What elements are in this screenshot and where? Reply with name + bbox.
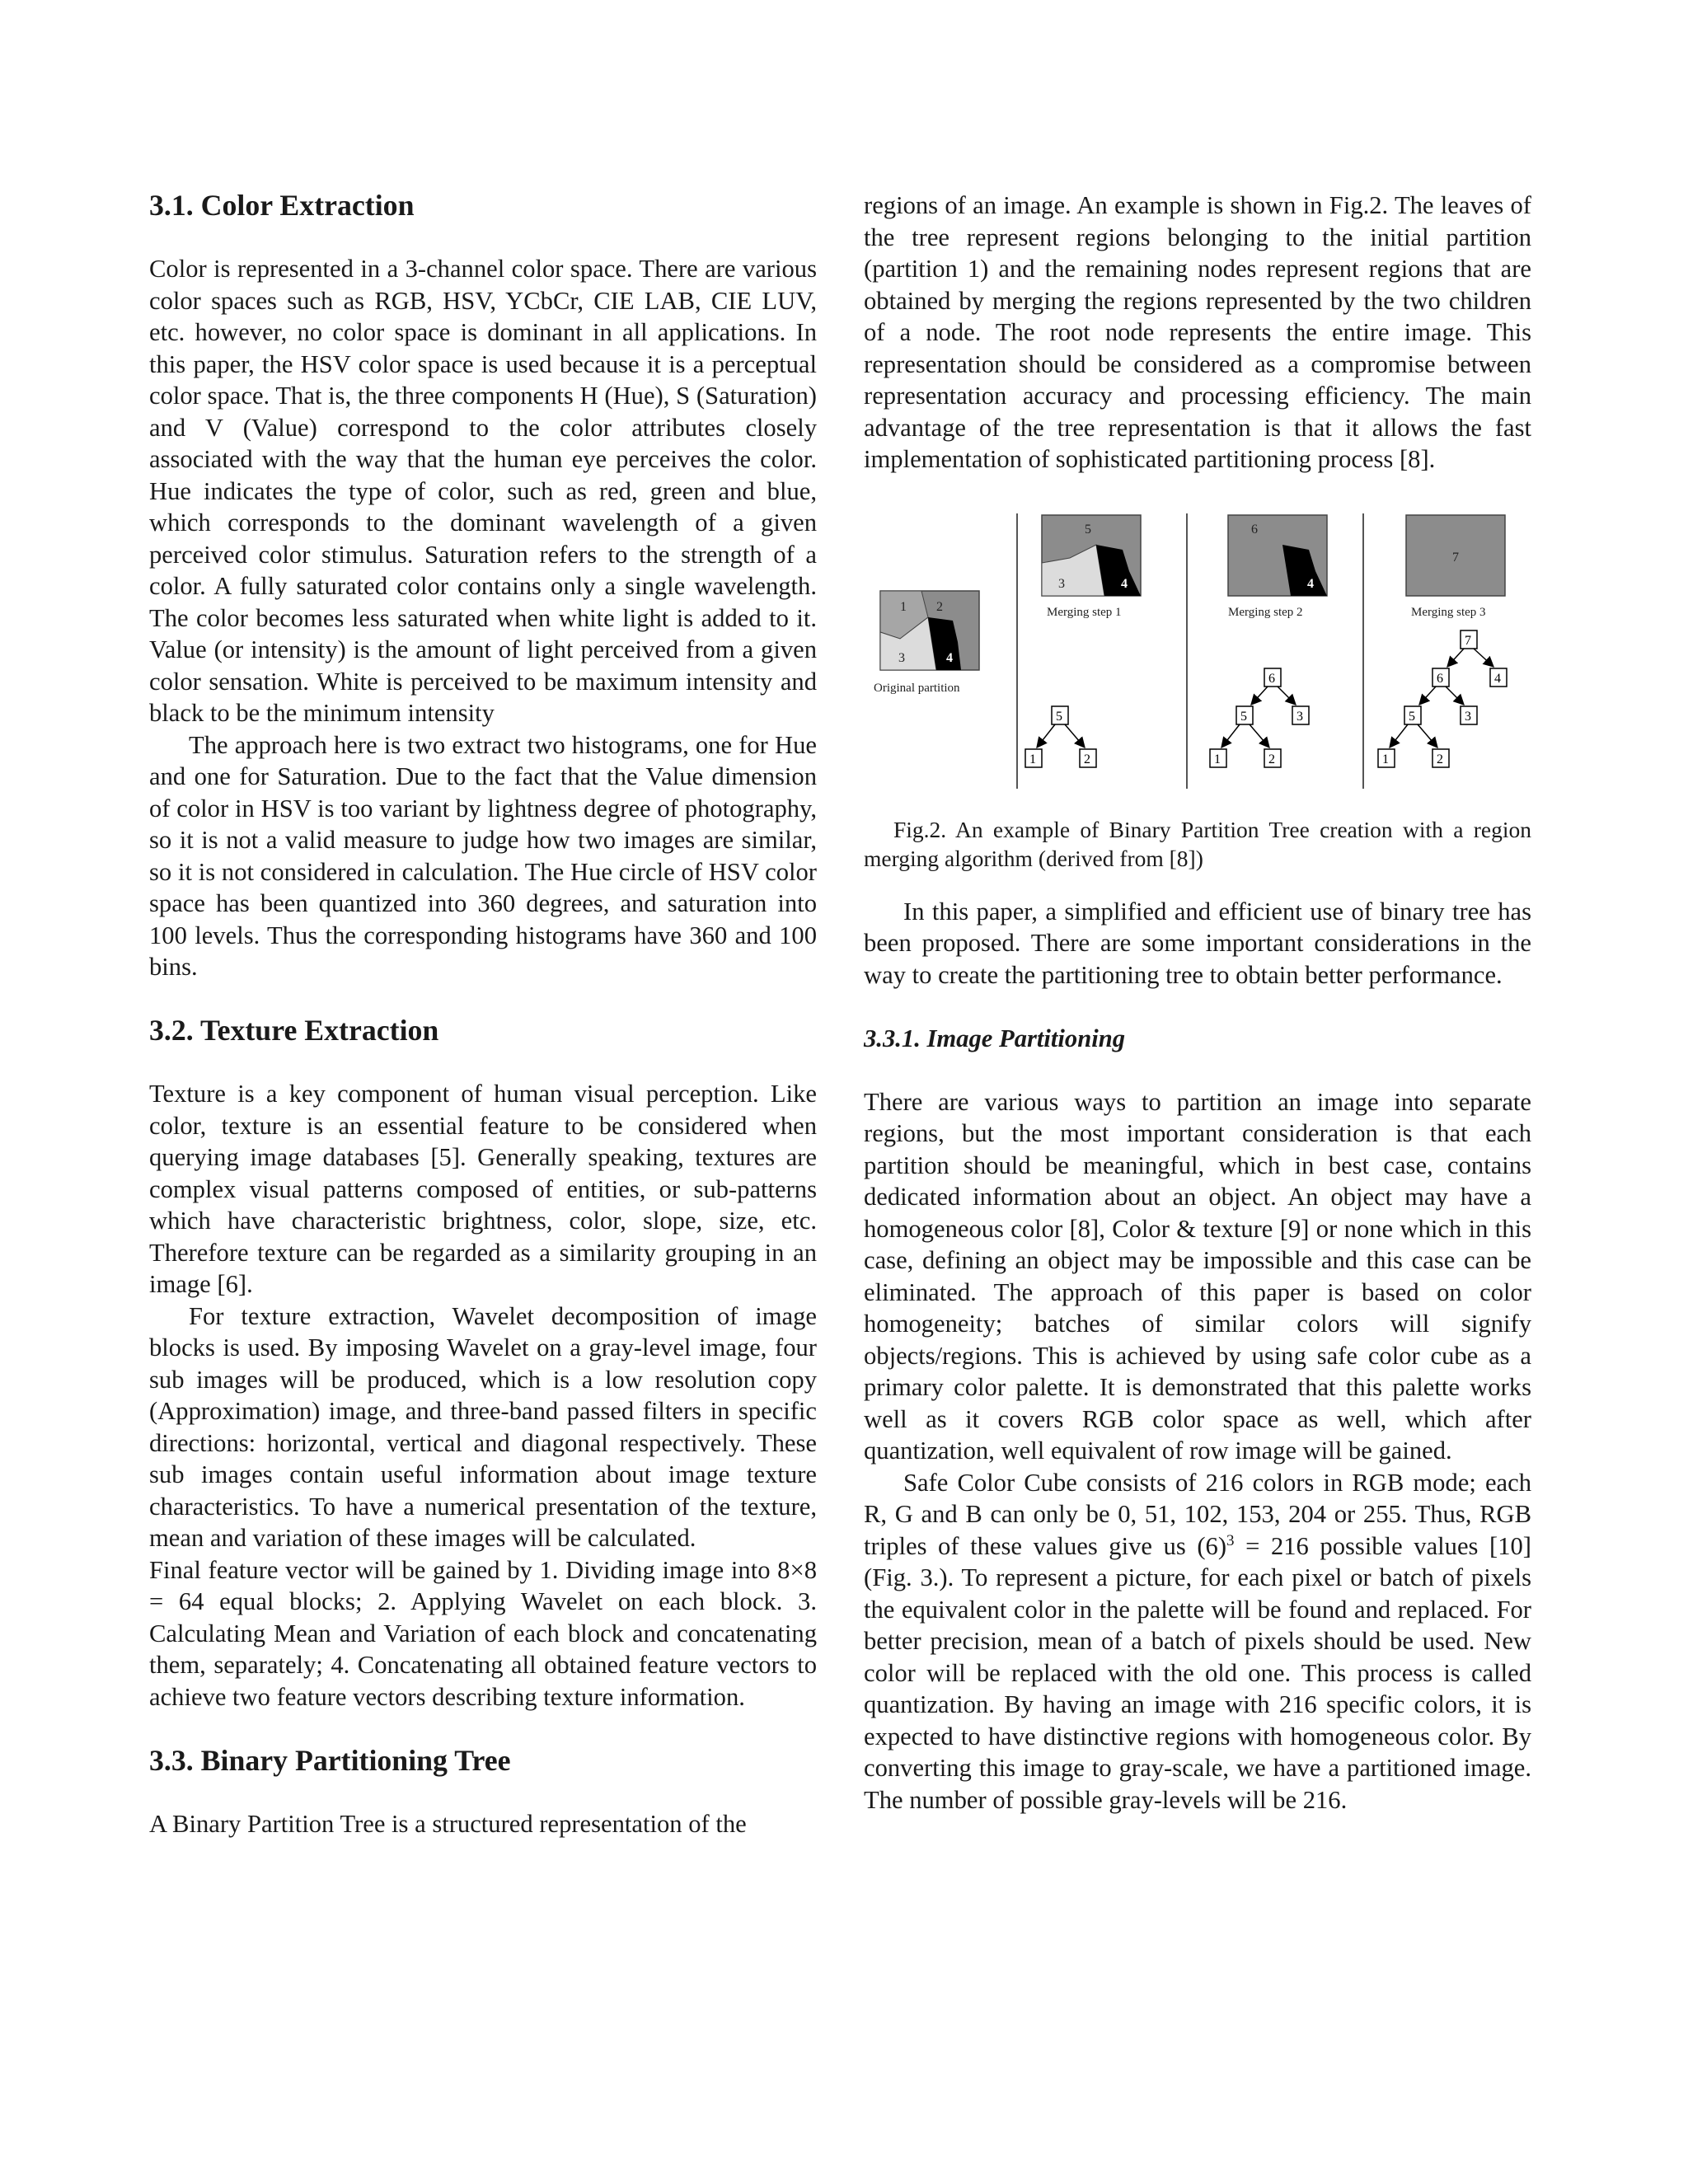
tree-node: 3 xyxy=(1296,709,1303,724)
original-partition-image xyxy=(880,591,979,670)
merging-step-1-image xyxy=(1042,515,1141,596)
color-paragraph-1: Color is represented in a 3-channel color space. There are various color spaces such as RGB, HSV, YCbCr, CIE LAB, CIE LUV, etc. however, no color space is dominant in all applications. In this paper, the HSV color space is used because it is a perceptual color space. That is, the three components H (Hue), S (Saturation) and V (Value) correspond to the color attributes closely associated with the way that the human eye perceives the color. Hue indicates the type of color, such as red, green and blue, which corresponds to the dominant wavelength of a given perceived color stimulus. Saturation refers to the strength of a color. A fully saturated color contains only a single wavelength. The color becomes less saturated when white light is added to it. Value (or intensity) is the amount of light perceived from a given color sensation. White is perceived to be maximum intensity and black to be the minimum intensity xyxy=(149,255,817,727)
tree-node: 1 xyxy=(1029,752,1036,766)
right-column xyxy=(864,190,1531,1816)
tree-node: 3 xyxy=(1465,709,1471,724)
panel-label-step-1: Merging step 1 xyxy=(1047,605,1122,619)
section-heading-texture-extraction: 3.2. Texture Extraction xyxy=(149,1014,439,1047)
texture-paragraph-3: Final feature vector will be gained by 1. Dividing image into 8×8 = 64 equal blocks; 2. Applying Wavelet on each block. 3. Calculating Mean and Variation of each block and concatenating them, separately; 4. Concatenating all obtained feature vectors to achieve two feature vectors describing texture information. xyxy=(149,1555,817,1711)
region-label: 3 xyxy=(898,650,905,665)
panel-label-step-2: Merging step 2 xyxy=(1228,605,1303,619)
left-column xyxy=(149,190,817,1840)
tree-node: 7 xyxy=(1465,633,1471,648)
merging-step-2-image xyxy=(1228,515,1327,596)
color-paragraph-2: The approach here is two extract two histograms, one for Hue and one for Saturation. Due to the fact that the Value dimension of color in HSV is too variant by lightness degree of photography, so it is not a valid measure to judge how two images are similar, so it is not considered in calculation. The Hue circle of HSV color space has been quantized into 360 degrees, and saturation into 100 levels. Thus the corresponding histograms have 360 and 100 bins. xyxy=(149,730,817,981)
texture-paragraph-2: For texture extraction, Wavelet decomposition of image blocks is used. By imposing Wavelet on a gray-level image, four sub images will be produced, which is a low resolution copy (Approximation) image, and three-band passed filters in specific directions: horizontal, vertical and diagonal respectively. These sub images contain useful information about image texture characteristics. To have a numerical presentation of the texture, mean and variation of these images will be calculated. xyxy=(149,1301,817,1552)
tree-node: 2 xyxy=(1437,752,1443,766)
region-label: 3 xyxy=(1058,576,1065,591)
region-label: 5 xyxy=(1085,522,1091,537)
bpt-paragraph-1-start: A Binary Partition Tree is a structured representation of the xyxy=(149,1809,747,1838)
region-label: 1 xyxy=(900,599,907,614)
exponent: 3 xyxy=(1226,1531,1235,1549)
panel-label-original: Original partition xyxy=(874,681,960,695)
bpt-paragraph-1-continued: regions of an image. An example is shown in Fig.2. The leaves of the tree represent regions belonging to the initial partition (partition 1) and the remaining nodes represent regions that are obtained by merging the regions represented by the two children of a node. The root node represents the entire image. This representation should be considered as a compromise between representation accuracy and processing efficiency. The main advantage of the tree representation is that it allows the fast implementation of sophisticated partitioning process [8]. xyxy=(864,191,1531,473)
tree-node: 5 xyxy=(1056,709,1062,724)
tree-node: 2 xyxy=(1268,752,1275,766)
tree-node: 4 xyxy=(1494,671,1501,686)
bpt-diagram xyxy=(864,509,1531,797)
region-label: 2 xyxy=(936,599,943,614)
region-label: 4 xyxy=(1307,576,1314,591)
figure-caption: Fig.2. An example of Binary Partition Tree creation with a region merging algorithm (derived from [8]) xyxy=(864,816,1531,871)
partitioning-text-a: Safe Color Cube consists of 216 colors in RGB mode; each R, G and B can only be 0, 51, 102, 153, 204 or 255. Thus, RGB triples of these values give us (6) xyxy=(864,1468,1531,1560)
texture-paragraph-1: Texture is a key component of human visual perception. Like color, texture is an essential feature to be considered when querying image databases [5]. Generally speaking, textures are complex visual patterns composed of entities, or sub-patterns which have characteristic brightness, color, slope, size, etc. Therefore texture can be regarded as a similarity grouping in an image [6]. xyxy=(149,1080,817,1298)
partitioning-text-b: = 216 possible values [10] (Fig. 3.). To represent a picture, for each pixel or batch of pixels the equivalent color in the palette will be found and replaced. For better precision, mean of a batch of pixels should be used. New color will be replaced with the old one. This process is called quantization. By having an image with 216 specific colors, it is expected to have distinctive regions with homogeneous color. By converting this image to gray-scale, we have a partitioned image. The number of possible gray-levels will be 216. xyxy=(864,1531,1531,1814)
section-heading-binary-partitioning-tree: 3.3. Binary Partitioning Tree xyxy=(149,1743,511,1777)
region-label: 7 xyxy=(1452,550,1459,565)
tree-node: 1 xyxy=(1382,752,1389,766)
tree-node: 2 xyxy=(1084,752,1090,766)
subsection-heading-image-partitioning: 3.3.1. Image Partitioning xyxy=(864,1024,1126,1052)
tree-node: 5 xyxy=(1240,709,1247,724)
tree-node: 1 xyxy=(1214,752,1221,766)
figure-binary-partition-tree xyxy=(864,509,1531,797)
tree-node: 6 xyxy=(1268,671,1275,686)
tree-step-3 xyxy=(1378,630,1507,767)
tree-node: 6 xyxy=(1437,671,1443,686)
partitioning-paragraph-2 xyxy=(864,1467,1531,1816)
panel-label-step-3: Merging step 3 xyxy=(1411,605,1486,619)
tree-step-2 xyxy=(1210,668,1309,767)
partitioning-paragraph-1: There are various ways to partition an image into separate regions, but the most important consideration is that each partition should be meaningful, which in best case, contains dedicated information about an object. An object may have a homogeneous color [8], Color & texture [9] or none which in this case, defining an object may be impossible and this case can be eliminated. The approach of this paper is based on color homogeneity; batches of similar colors will signify objects/regions. This is achieved by using safe color cube as a primary color palette. It is demonstrated that this palette works well as it covers RGB color space as well, which after quantization, well equivalent of row image will be gained. xyxy=(864,1087,1531,1465)
merging-step-3-image xyxy=(1406,515,1505,596)
tree-step-1 xyxy=(1025,706,1096,767)
tree-node: 5 xyxy=(1409,709,1415,724)
region-label: 6 xyxy=(1251,522,1258,537)
region-label: 4 xyxy=(946,650,953,665)
section-heading-color-extraction: 3.1. Color Extraction xyxy=(149,189,415,222)
bpt-paragraph-2: In this paper, a simplified and efficient use of binary tree has been proposed. There are some important considerations in the way to create the partitioning tree to obtain better performance. xyxy=(864,897,1531,989)
region-label: 4 xyxy=(1121,576,1128,591)
